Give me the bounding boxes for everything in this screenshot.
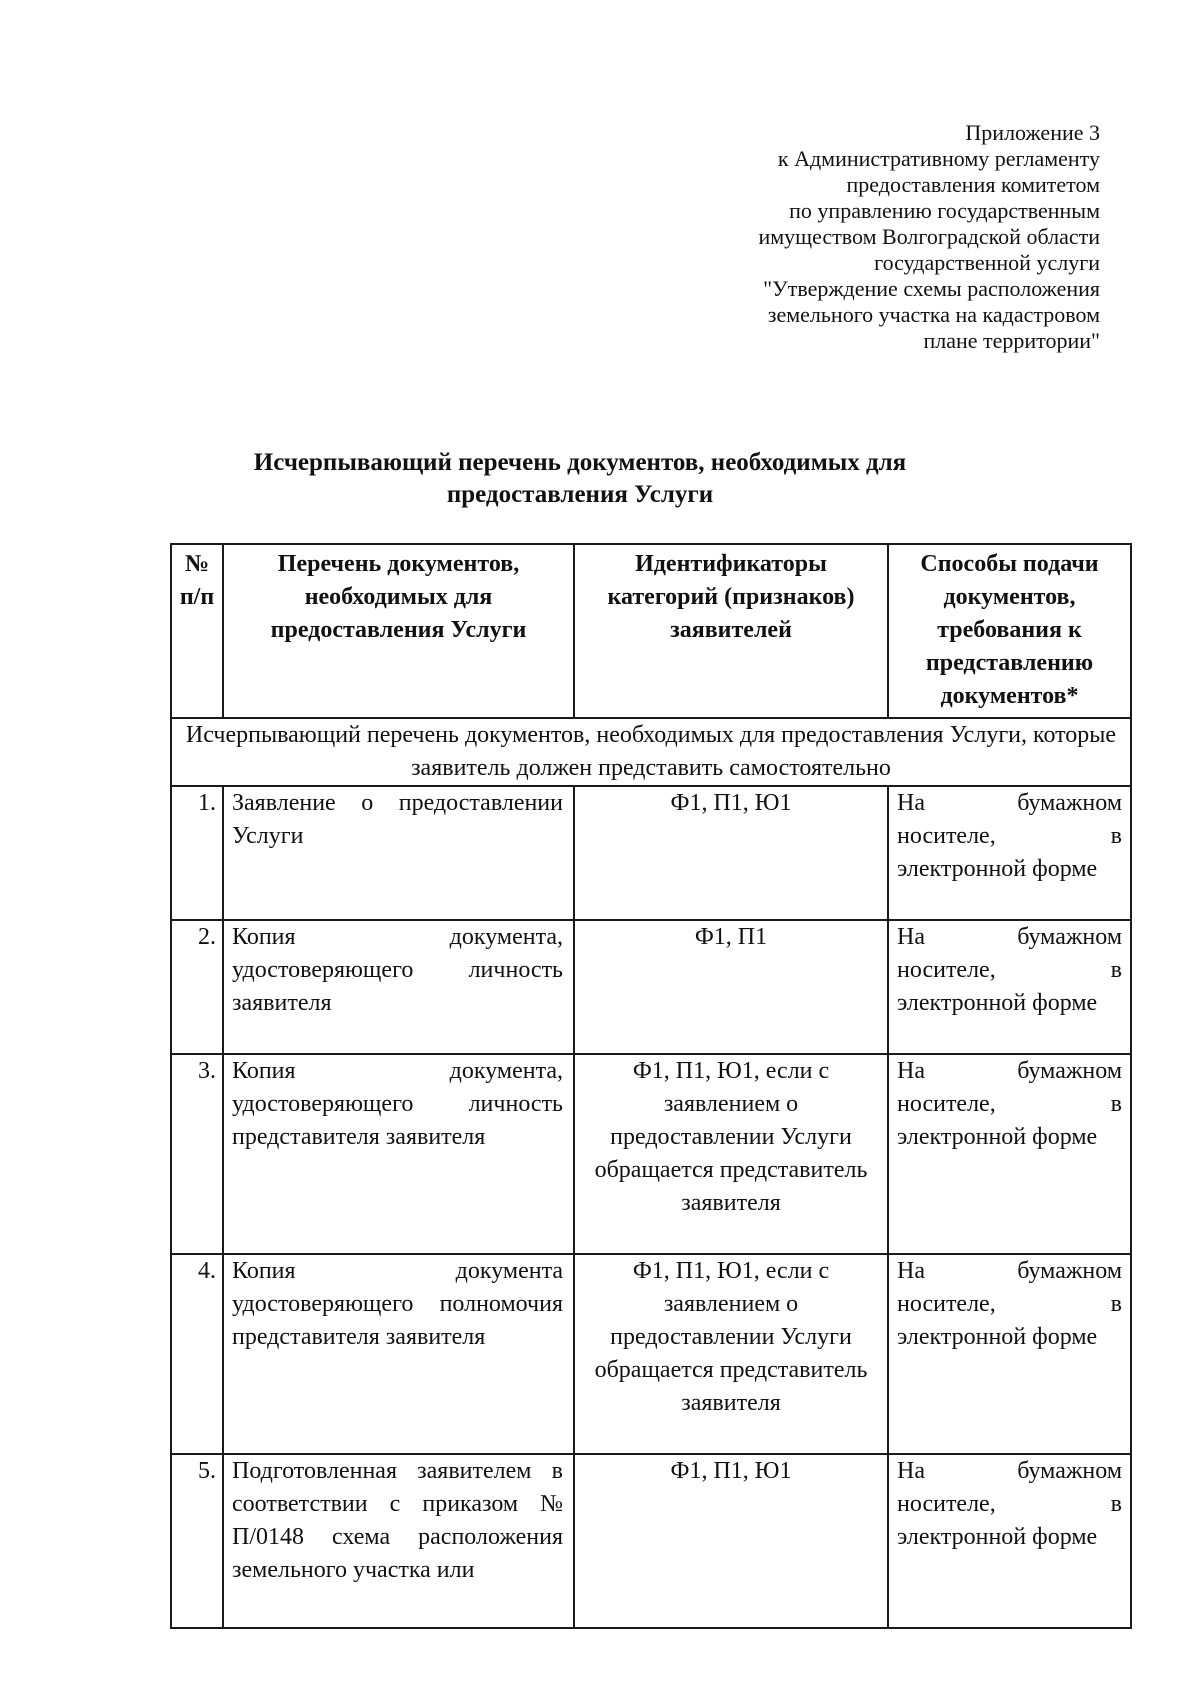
- applicant-ids: Ф1, П1, Ю1: [574, 786, 888, 920]
- annex-line: "Утверждение схемы расположения: [763, 276, 1100, 301]
- applicant-ids: Ф1, П1, Ю1: [574, 1454, 888, 1628]
- section-row: [171, 718, 1131, 786]
- row-number: 5.: [171, 1454, 223, 1628]
- table-row: [171, 786, 1131, 920]
- submission-method: На бумажном носителе, в электронной форме: [888, 1054, 1131, 1254]
- document-name: Копия документа, удостоверяющего личность представителя заявителя: [223, 1054, 574, 1254]
- table-row: [171, 1254, 1131, 1454]
- header-documents: Перечень документов, необходимых для предоставления Услуги: [223, 544, 574, 718]
- table-row: [171, 920, 1131, 1054]
- annex-line: имуществом Волгоградской области: [758, 224, 1100, 249]
- document-name: Копия документа удостоверяющего полномочия представителя заявителя: [223, 1254, 574, 1454]
- submission-method: На бумажном носителе, в электронной форме: [888, 1454, 1131, 1628]
- header-number: № п/п: [171, 544, 223, 718]
- table-header-row: [171, 544, 1131, 718]
- row-number: 2.: [171, 920, 223, 1054]
- section-caption: Исчерпывающий перечень документов, необходимых для предоставления Услуги, которые заявитель должен представить самостоятельно: [171, 718, 1131, 786]
- title-line-2: предоставления Услуги: [446, 481, 714, 508]
- row-number: 4.: [171, 1254, 223, 1454]
- submission-method: На бумажном носителе, в электронной форме: [888, 920, 1131, 1054]
- applicant-ids: Ф1, П1: [574, 920, 888, 1054]
- submission-method: На бумажном носителе, в электронной форме: [888, 1254, 1131, 1454]
- documents-table: [170, 543, 1132, 1629]
- table-row: [171, 1054, 1131, 1254]
- annex-line: государственной услуги: [874, 250, 1100, 275]
- document-name: Копия документа, удостоверяющего личность заявителя: [223, 920, 574, 1054]
- document-name: Подготовленная заявителем в соответствии с приказом № П/0148 схема расположения земельного участка или: [232, 1458, 563, 1583]
- header-submission-methods: Способы подачи документов, требования к представлению документов*: [888, 544, 1131, 718]
- annex-line: к Административному регламенту: [777, 146, 1100, 171]
- annex-line: земельного участка на кадастровом: [767, 302, 1100, 327]
- table-row: [171, 1454, 1131, 1628]
- submission-method: На бумажном носителе, в электронной форме: [888, 786, 1131, 920]
- header-applicant-ids: Идентификаторы категорий (признаков) заявителей: [574, 544, 888, 718]
- row-number: 1.: [171, 786, 223, 920]
- document-name: Заявление о предоставлении Услуги: [223, 786, 574, 920]
- annex-line: предоставления комитетом: [846, 172, 1100, 197]
- title-line-1: Исчерпывающий перечень документов, необходимых для: [253, 449, 907, 476]
- annex-line: плане территории": [923, 328, 1100, 353]
- annex-line: Приложение 3: [965, 120, 1100, 145]
- annex-line: по управлению государственным: [789, 198, 1100, 223]
- annex-note: [758, 120, 1100, 354]
- document-title: [170, 447, 990, 511]
- row-number: 3.: [171, 1054, 223, 1254]
- applicant-ids: Ф1, П1, Ю1, если с заявлением о предоставлении Услуги обращается представитель заявителя: [574, 1254, 888, 1454]
- applicant-ids: Ф1, П1, Ю1, если с заявлением о предоставлении Услуги обращается представитель заявителя: [574, 1054, 888, 1254]
